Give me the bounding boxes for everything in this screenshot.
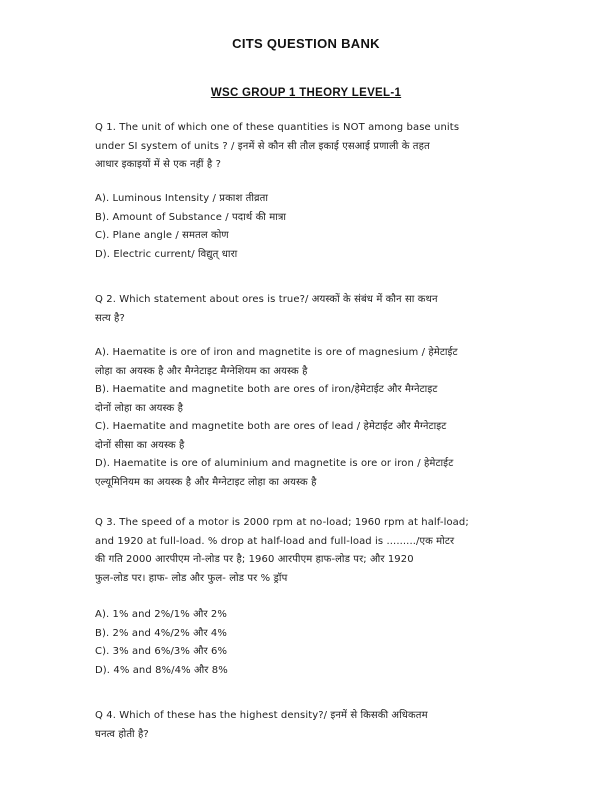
question-text-line: सत्य है? — [95, 312, 125, 324]
option-b: B). Amount of Substance / पदार्थ की मात्रा — [95, 211, 287, 223]
option-c: C). Plane angle / समतल कोण — [95, 230, 229, 241]
option-a: A). 1% and 2%/1% और 2% — [95, 609, 227, 620]
option-b: B). 2% and 4%/2% और 4% — [95, 627, 227, 639]
option-c: C). 3% and 6%/3% और 6% — [95, 646, 228, 657]
question-text-line: Q 2. Which statement about ores is true?/ अयस्कों के संबंध में कौन सा कथन — [95, 294, 438, 305]
question-3-options — [95, 606, 520, 680]
question-3 — [95, 514, 520, 588]
page-title: CITS QUESTION BANK — [232, 36, 380, 51]
question-text-line: फुल-लोड पर। हाफ- लोड और फुल- लोड पर % ड्रॉप — [95, 572, 288, 584]
option-c: C). Haematite and magnetite both are ores of lead / हेमेटाईट और मैग्नेटाइट — [95, 421, 447, 432]
option-d: D). 4% and 8%/4% और 8% — [95, 664, 228, 676]
question-1 — [95, 119, 520, 175]
question-2-options — [95, 344, 520, 492]
option-d: D). Haematite is ore of aluminium and magnetite is ore or iron / हेमेटाईट — [95, 458, 454, 469]
question-text-line: आधार इकाइयों में से एक नहीं है ? — [95, 159, 221, 170]
question-text-line: Q 4. Which of these has the highest density?/ इनमें से किसकी अधिकतम — [95, 710, 428, 721]
question-text-line: and 1920 at full-load. % drop at half-load and full-load is ........./एक मोटर — [95, 535, 455, 547]
option-b: B). Haematite and magnetite both are ores of iron/हेमेटाईट और मैग्नेटाइट — [95, 384, 438, 395]
question-text-line: Q 3. The speed of a motor is 2000 rpm at no-load; 1960 rpm at half-load; — [95, 517, 469, 528]
question-text-line: की गति 2000 आरपीएम नो-लोड पर है; 1960 आरपीएम हाफ-लोड पर; और 1920 — [95, 554, 414, 565]
option-c-cont: दोनों सीसा का अयस्क है — [95, 439, 185, 451]
option-d-cont: एल्यूमिनियम का अयस्क है और मैग्नेटाइट लोहा का अयस्क है — [95, 476, 317, 488]
option-d: D). Electric current/ विद्युत् धारा — [95, 248, 238, 260]
question-text-line: Q 1. The unit of which one of these quantities is NOT among base units — [95, 122, 460, 133]
question-text-line: under SI system of units ? / इनमें से कौन सी तौल इकाई एसआई प्रणाली के तहत — [95, 140, 430, 152]
question-4 — [95, 707, 520, 744]
question-1-options — [95, 190, 520, 264]
option-a-cont: लोहा का अयस्क है और मैग्नेटाइट मैग्नेशियम का अयस्क है — [95, 365, 308, 377]
question-2 — [95, 291, 520, 328]
option-a: A). Haematite is ore of iron and magnetite is ore of magnesium / हेमेटाईट — [95, 347, 458, 358]
option-a: A). Luminous Intensity / प्रकाश तीव्रता — [95, 193, 269, 204]
option-b-cont: दोनों लोहा का अयस्क है — [95, 402, 184, 414]
section-subtitle: WSC GROUP 1 THEORY LEVEL-1 — [210, 87, 402, 99]
question-text-line: घनत्व होती है? — [95, 728, 149, 740]
